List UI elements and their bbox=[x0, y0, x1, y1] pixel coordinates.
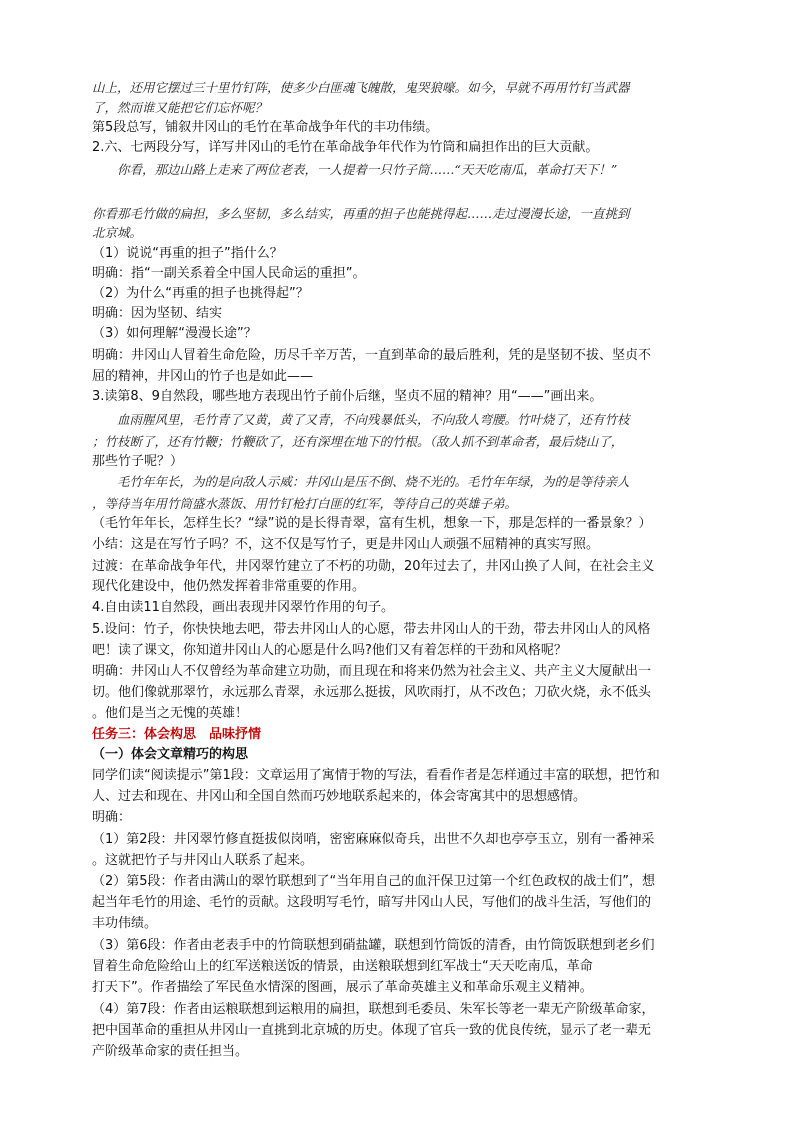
text-line: 明确：井冈山人冒着生命危险，历尽千辛万苦，一直到革命的最后胜利，凭的是坚韧不拔、坚贞不 bbox=[92, 348, 652, 363]
text-line: 明确： bbox=[92, 810, 132, 825]
text-line: 山上，还用它摆过三十里竹钉阵，使多少白匪魂飞魄散，鬼哭狼嚎。如今，早就不再用竹钉当武器 bbox=[92, 80, 630, 95]
text-line: 明确：因为坚韧、结实 bbox=[92, 306, 223, 321]
text-line: 打天下”。作者描绘了军民鱼水情深的图画，展示了革命英雄主义和革命乐观主义精神。 bbox=[92, 980, 593, 995]
text-line: 3.读第8、9自然段，哪些地方表现出竹子前仆后继，坚贞不屈的精神？用“——”画出来。 bbox=[92, 389, 603, 404]
text-line: （1）说说“再重的担子”指什么？ bbox=[92, 246, 283, 261]
text-line: 5.设问：竹子，你快快地去吧，带去井冈山人的心愿，带去井冈山人的干劲，带去井冈山人的风格 bbox=[92, 622, 651, 637]
subsection-heading: （一）体会文章精巧的构思 bbox=[92, 747, 249, 762]
text-line: 你看，那边山路上走来了两位老表，一人提着一只竹子筒……“天天吃南瓜，革命打天下！” bbox=[92, 162, 618, 177]
text-line: 2.六、七两段分写，详写井冈山的毛竹在革命战争年代作为竹筒和扁担作出的巨大贡献。 bbox=[92, 140, 599, 155]
text-line: 。这就把竹子与井冈山人联系了起来。 bbox=[92, 853, 314, 868]
text-line: 你看那毛竹做的扁担，多么坚韧，多么结实，再重的担子也能挑得起……走过漫漫长途，一直挑到 bbox=[92, 206, 630, 221]
text-line: 血雨腥风里，毛竹青了又黄，黄了又青，不向残暴低头，不向敌人弯腰。竹叶烧了，还有竹枝 bbox=[92, 412, 630, 427]
text-line: 屈的精神，井冈山的竹子也是如此—— bbox=[92, 369, 314, 384]
text-line: 产阶级革命家的责任担当。 bbox=[92, 1044, 249, 1059]
text-line: 现代化建设中，他仍然发挥着非常重要的作用。 bbox=[92, 579, 366, 594]
text-line: ，等待当年用竹筒盛水蒸饭、用竹钉枪打白匪的红军，等待自己的英雄子弟。 bbox=[92, 496, 518, 511]
text-line: （3）如何理解“漫漫长途”？ bbox=[92, 326, 257, 341]
text-line: 起当年毛竹的用途、毛竹的贡献。这段明写毛竹，暗写井冈山人民，写他们的战斗生活，写他们的 bbox=[92, 895, 652, 910]
section-heading: 任务三：体会构思 品味抒情 bbox=[92, 727, 262, 742]
text-line: 同学们读“阅读提示”第1段：文章运用了寓情于物的写法，看看作者是怎样通过丰富的联想，把竹和 bbox=[92, 768, 660, 783]
text-line: 了，然而谁又能把它们忘怀呢？ bbox=[92, 100, 268, 115]
text-line: 。他们是当之无愧的英雄！ bbox=[92, 706, 249, 721]
text-line: 那些竹子呢？） bbox=[92, 454, 184, 469]
text-line: 小结：这是在写竹子吗？不，这不仅是写竹子，更是井冈山人顽强不屈精神的真实写照。 bbox=[92, 537, 600, 552]
text-line: 切。他们像就那翠竹，永远那么青翠，永远那么挺拔，风吹雨打，从不改色；刀砍火烧，永不低头 bbox=[92, 685, 652, 700]
text-line: 4.自由读11自然段，画出表现井冈翠竹作用的句子。 bbox=[92, 600, 394, 615]
text-line: （3）第6段：作者由老表手中的竹筒联想到硝盐罐，联想到竹筒饭的清香，由竹筒饭联想到老乡们 bbox=[92, 938, 655, 953]
text-line: 把中国革命的重担从井冈山一直挑到北京城的历史。体现了官兵一致的优良传统，显示了老一辈无 bbox=[92, 1023, 652, 1038]
text-line: 第5段总写，铺叙井冈山的毛竹在革命战争年代的丰功伟绩。 bbox=[92, 120, 439, 135]
text-line: ；竹枝断了，还有竹鞭；竹鞭砍了，还有深埋在地下的竹根。（敌人抓不到革命者，最后烧山了， bbox=[92, 434, 624, 449]
text-line: 明确：指“一副关系着全中国人民命运的重担”。 bbox=[92, 266, 366, 281]
text-line: 北京城。 bbox=[92, 225, 143, 240]
text-line: （4）第7段：作者由运粮联想到运粮用的扁担，联想到毛委员、朱军长等老一辈无产阶级革命家， bbox=[92, 1002, 655, 1017]
text-line: （2）为什么“再重的担子也挑得起”？ bbox=[92, 286, 309, 301]
text-line: 毛竹年年长，为的是向敌人示威：井冈山是压不倒、烧不光的。毛竹年年绿，为的是等待亲人 bbox=[92, 474, 630, 489]
text-line: 明确：井冈山人不仅曾经为革命建立功勋，而且现在和将来仍然为社会主义、共产主义大厦献出一 bbox=[92, 664, 652, 679]
text-line: （1）第2段：井冈翠竹修直挺拔似岗哨，密密麻麻似奇兵，出世不久却也亭亭玉立，别有一番神采 bbox=[92, 832, 655, 847]
text-line: （毛竹年年长，怎样生长？“绿”说的是长得青翠，富有生机，想象一下，那是怎样的一番景象？） bbox=[92, 516, 652, 531]
text-line: 冒着生命危险给山上的红军送粮送饭的情景，由送粮联想到红军战士“天天吃南瓜，革命 bbox=[92, 959, 593, 974]
text-line: 吧！读了课文，你知道井冈山人的心愿是什么吗?他们又有着怎样的干劲和风格呢？ bbox=[92, 643, 567, 658]
text-line: （2）第5段：作者由满山的翠竹联想到了“当年用自己的血汗保卫过第一个红色政权的战士们”，想 bbox=[92, 874, 656, 889]
text-line: 丰功伟绩。 bbox=[92, 916, 158, 931]
text-line: 过渡：在革命战争年代，井冈翠竹建立了不朽的功勋，20年过去了，井冈山换了人间，在社会主义 bbox=[92, 559, 655, 574]
text-line: 人、过去和现在、井冈山和全国自然而巧妙地联系起来的，体会寄寓其中的思想感情。 bbox=[92, 789, 587, 804]
